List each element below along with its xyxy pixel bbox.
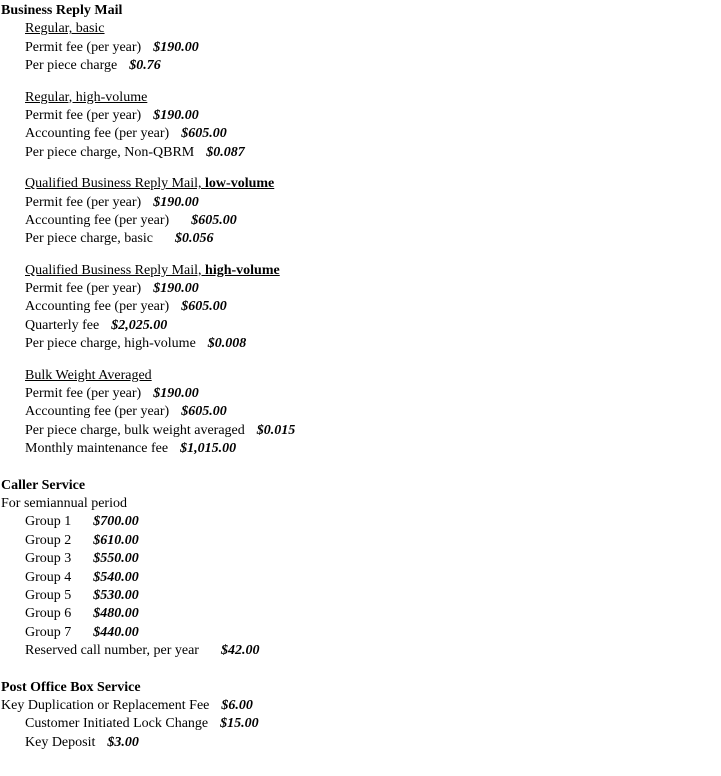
regular-high-heading bbox=[1, 89, 716, 107]
spacer bbox=[1, 162, 716, 175]
fee-label: Key Duplication or Replacement Fee bbox=[1, 697, 210, 713]
caller-group-row bbox=[1, 550, 716, 568]
qbrm-high-piece-row bbox=[1, 335, 716, 353]
qbrm-high-heading-text bbox=[25, 263, 280, 278]
brm-title: Business Reply Mail bbox=[1, 3, 123, 18]
spacer bbox=[1, 661, 716, 679]
group-value: $550.00 bbox=[93, 551, 139, 567]
qbrm-high-heading bbox=[1, 262, 716, 280]
fee-label: Quarterly fee bbox=[25, 317, 100, 333]
regular-high-heading-text: Regular, high-volume bbox=[25, 89, 148, 105]
fee-label: Permit fee (per year) bbox=[25, 386, 142, 402]
group-label: Group 2 bbox=[25, 532, 72, 548]
spacer bbox=[1, 76, 716, 89]
group-label: Group 6 bbox=[25, 606, 72, 622]
caller-title: Caller Service bbox=[1, 477, 86, 493]
caller-group-row bbox=[1, 532, 716, 550]
fee-label: Per piece charge, high-volume bbox=[25, 336, 196, 352]
bulk-permit-row bbox=[1, 385, 716, 403]
qbrm-low-piece-row bbox=[1, 230, 716, 248]
fee-value: $0.015 bbox=[256, 422, 296, 438]
caller-reserved-row bbox=[1, 642, 716, 660]
group-value: $530.00 bbox=[93, 587, 139, 603]
qbrm-high-heading-prefix: Qualified Business Reply Mail, bbox=[25, 262, 206, 278]
fee-schedule-document bbox=[1, 2, 716, 752]
group-label: Group 3 bbox=[25, 551, 72, 567]
spacer bbox=[1, 354, 716, 367]
fee-label: Per piece charge, bulk weight averaged bbox=[25, 422, 245, 438]
fee-value: $190.00 bbox=[153, 194, 199, 210]
fee-label: Per piece charge, Non-QBRM bbox=[25, 144, 195, 160]
fee-label: Customer Initiated Lock Change bbox=[25, 716, 209, 732]
fee-value: $605.00 bbox=[191, 212, 237, 228]
group-label: Group 4 bbox=[25, 569, 72, 585]
fee-value: $15.00 bbox=[220, 716, 259, 732]
fee-label: Permit fee (per year) bbox=[25, 194, 142, 210]
fee-value: $605.00 bbox=[181, 299, 227, 315]
caller-group-row bbox=[1, 587, 716, 605]
qbrm-low-heading-bold: low-volume bbox=[205, 176, 275, 192]
group-value: $440.00 bbox=[93, 624, 139, 640]
fee-value: $0.76 bbox=[129, 58, 161, 74]
fee-value: $190.00 bbox=[153, 281, 199, 297]
fee-value: $190.00 bbox=[153, 107, 199, 123]
fee-value: $3.00 bbox=[107, 734, 139, 750]
regular-basic-piece-row bbox=[1, 57, 716, 75]
qbrm-low-heading-text bbox=[25, 176, 274, 191]
fee-value: $6.00 bbox=[221, 697, 253, 713]
regular-high-permit-row bbox=[1, 107, 716, 125]
regular-basic-heading-text: Regular, basic bbox=[25, 21, 105, 37]
fee-value: $2,025.00 bbox=[111, 317, 168, 333]
fee-value: $0.056 bbox=[175, 231, 214, 247]
qbrm-low-heading bbox=[1, 175, 716, 193]
fee-value: $190.00 bbox=[153, 39, 199, 55]
group-label: Group 1 bbox=[25, 514, 72, 530]
pobox-title: Post Office Box Service bbox=[1, 679, 141, 695]
group-value: $540.00 bbox=[93, 569, 139, 585]
fee-label: Reserved call number, per year bbox=[25, 643, 199, 659]
caller-group-row bbox=[1, 605, 716, 623]
fee-label: Monthly maintenance fee bbox=[25, 441, 169, 457]
bulk-heading-text: Bulk Weight Averaged bbox=[25, 367, 152, 383]
fee-value: $42.00 bbox=[220, 643, 260, 659]
qbrm-low-heading-prefix: Qualified Business Reply Mail, bbox=[25, 176, 206, 192]
bulk-accounting-row bbox=[1, 403, 716, 421]
qbrm-high-heading-bold: high-volume bbox=[205, 262, 280, 278]
pobox-key-dup-row bbox=[1, 697, 716, 715]
fee-label: Key Deposit bbox=[25, 734, 96, 750]
fee-label: Per piece charge, basic bbox=[25, 231, 154, 247]
fee-label: Accounting fee (per year) bbox=[25, 299, 170, 315]
fee-value: $1,015.00 bbox=[180, 441, 237, 457]
group-label: Group 7 bbox=[25, 624, 72, 640]
fee-label: Accounting fee (per year) bbox=[25, 404, 170, 420]
spacer bbox=[1, 459, 716, 477]
fee-label: Permit fee (per year) bbox=[25, 39, 142, 55]
bulk-maintenance-row bbox=[1, 440, 716, 458]
fee-label: Permit fee (per year) bbox=[25, 107, 142, 123]
fee-label: Accounting fee (per year) bbox=[25, 212, 170, 228]
fee-value: $0.008 bbox=[207, 336, 247, 352]
caller-group-row bbox=[1, 513, 716, 531]
group-value: $480.00 bbox=[93, 606, 139, 622]
group-label: Group 5 bbox=[25, 587, 72, 603]
caller-group-row bbox=[1, 569, 716, 587]
caller-group-row bbox=[1, 624, 716, 642]
pobox-deposit-row bbox=[1, 734, 716, 752]
regular-high-piece-row bbox=[1, 144, 716, 162]
fee-value: $0.087 bbox=[206, 144, 245, 160]
fee-label: Per piece charge bbox=[25, 58, 118, 74]
fee-label: Accounting fee (per year) bbox=[25, 126, 170, 142]
pobox-lock-row bbox=[1, 715, 716, 733]
qbrm-low-accounting-row bbox=[1, 212, 716, 230]
fee-label: Permit fee (per year) bbox=[25, 281, 142, 297]
caller-period: For semiannual period bbox=[1, 495, 127, 511]
bulk-piece-row bbox=[1, 422, 716, 440]
bulk-heading bbox=[1, 367, 716, 385]
qbrm-high-permit-row bbox=[1, 280, 716, 298]
fee-value: $190.00 bbox=[153, 386, 199, 402]
qbrm-high-quarterly-row bbox=[1, 317, 716, 335]
group-value: $610.00 bbox=[93, 532, 139, 548]
fee-value: $605.00 bbox=[181, 126, 227, 142]
regular-basic-heading bbox=[1, 20, 716, 38]
regular-high-accounting-row bbox=[1, 125, 716, 143]
qbrm-high-accounting-row bbox=[1, 298, 716, 316]
regular-basic-permit-row bbox=[1, 39, 716, 57]
group-value: $700.00 bbox=[93, 514, 139, 530]
spacer bbox=[1, 249, 716, 262]
fee-value: $605.00 bbox=[181, 404, 227, 420]
qbrm-low-permit-row bbox=[1, 194, 716, 212]
